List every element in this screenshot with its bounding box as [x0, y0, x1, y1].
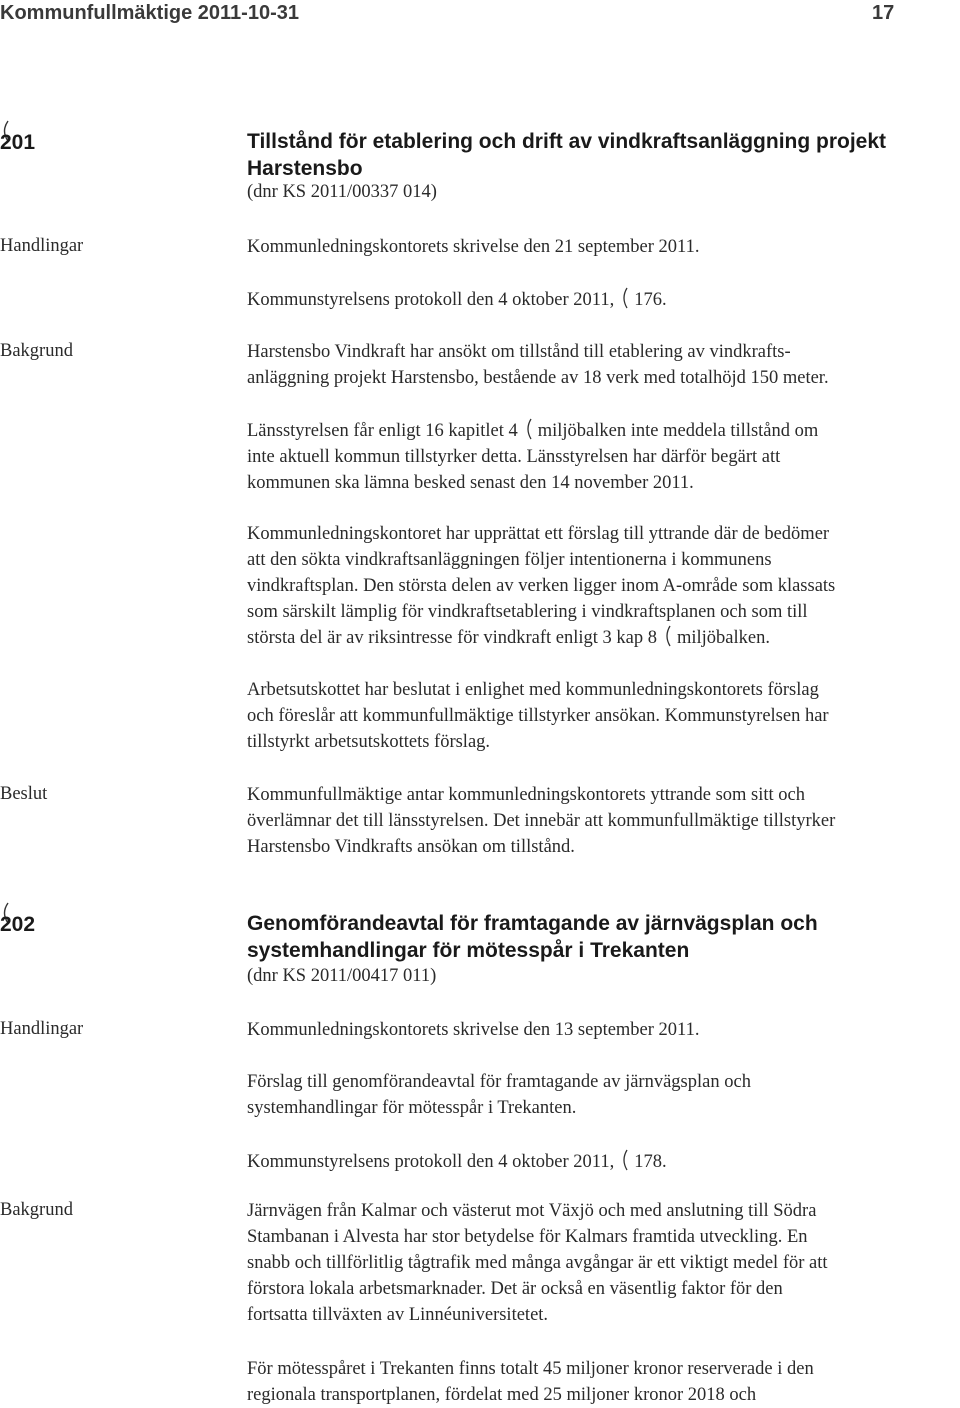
- text-line: Harstensbo Vindkraft har ansökt om tillstånd till etablering av vindkrafts-: [247, 342, 791, 362]
- text-line: vindkraftsplan. Den största delen av verken ligger inom A-område som klassats: [247, 576, 836, 596]
- handlingar-label: Handlingar: [0, 236, 84, 256]
- bakgrund-label: Bakgrund: [0, 341, 73, 361]
- bakgrund-paragraph: [247, 1356, 947, 1408]
- paragraph-section-icon: [663, 625, 671, 647]
- beslut-paragraph: [247, 782, 947, 860]
- text-fragment: miljöbalken inte meddela tillstånd om: [537, 421, 819, 441]
- bakgrund-paragraph: [247, 339, 947, 391]
- text-line: Stambanan i Alvesta har stor betydelse för Kalmars framtida utveckling. En: [247, 1227, 808, 1247]
- paragraph-section-icon: [620, 1149, 628, 1171]
- bakgrund-paragraph: [247, 521, 947, 651]
- text-line: tillstyrkt arbetsutskottets förslag.: [247, 732, 491, 752]
- text-fragment: Kommunstyrelsens protokoll den 4 oktober 2011,: [247, 1152, 615, 1172]
- text-fragment: Länsstyrelsen får enligt 16 kapitlet 4: [247, 421, 518, 441]
- text-fragment: största del är av riksintresse för vindkraft enligt 3 kap 8: [247, 628, 657, 648]
- paragraph-section-icon: [620, 287, 628, 309]
- text-line: regionala transportplanen, fördelat med 25 miljoner kronor 2018 och: [247, 1385, 757, 1405]
- text-line: förstora lokala arbetsmarknader. Det är också en väsentlig faktor för den: [247, 1279, 783, 1299]
- handlingar-item: [247, 234, 947, 260]
- section-number: 202: [0, 913, 36, 936]
- bakgrund-paragraph: [247, 418, 947, 496]
- text-line: och föreslår att kommunfullmäktige tillstyrker ansökan. Kommunstyrelsen har: [247, 706, 829, 726]
- handlingar-item: [247, 287, 947, 313]
- section-title: [247, 910, 947, 964]
- text-fragment: Kommunstyrelsens protokoll den 4 oktober 2011,: [247, 290, 615, 310]
- text-line: För mötesspåret i Trekanten finns totalt 45 miljoner kronor reserverade i den: [247, 1359, 814, 1379]
- handlingar-item: [247, 1149, 947, 1175]
- text-line: snabb och tillförlitlig tågtrafik med många avgångar är ett viktigt medel för att: [247, 1253, 828, 1273]
- text-line: Järnvägen från Kalmar och västerut mot Växjö och med anslutning till Södra: [247, 1201, 817, 1221]
- text-line: som särskilt lämplig för vindkraftsetablering i vindkraftsplanen och som till: [247, 602, 808, 622]
- handlingar-label: Handlingar: [0, 1019, 84, 1039]
- text-line: Kommunfullmäktige antar kommunledningskontorets yttrande som sitt och: [247, 785, 805, 805]
- text-line: [247, 418, 947, 444]
- section-number: 201: [0, 131, 36, 154]
- bakgrund-label: Bakgrund: [0, 1200, 73, 1220]
- text-line: anläggning projekt Harstensbo, bestående av 18 verk med totalhöjd 150 meter.: [247, 368, 829, 388]
- text-line: Kommunledningskontorets skrivelse den 13 september 2011.: [247, 1020, 700, 1040]
- text-line: Kommunledningskontorets skrivelse den 21 september 2011.: [247, 237, 700, 257]
- case-number: (dnr KS 2011/00417 011): [247, 966, 437, 986]
- text-line: Kommunledningskontoret har upprättat ett förslag till yttrande där de bedömer: [247, 524, 830, 544]
- text-line: [247, 625, 947, 651]
- bakgrund-paragraph: [247, 1198, 947, 1328]
- text-line: [247, 287, 947, 313]
- text-fragment: miljöbalken.: [676, 628, 770, 648]
- text-line: [247, 1149, 947, 1175]
- section-title-line: systemhandlingar för mötesspår i Trekanten: [247, 939, 690, 962]
- text-line: överlämnar det till länsstyrelsen. Det innebär att kommunfullmäktige tillstyrker: [247, 811, 836, 831]
- handlingar-item: [247, 1017, 947, 1043]
- handlingar-item: [247, 1069, 947, 1121]
- text-line: kommunen ska lämna besked senast den 14 november 2011.: [247, 473, 694, 493]
- text-line: inte aktuell kommun tillstyrker detta. Länsstyrelsen har därför begärt att: [247, 447, 781, 467]
- text-line: Arbetsutskottet har beslutat i enlighet med kommunledningskontorets förslag: [247, 680, 819, 700]
- text-fragment: 176.: [634, 290, 667, 310]
- page-number: 17: [872, 2, 895, 24]
- text-line: Harstensbo Vindkrafts ansökan om tillstånd.: [247, 837, 575, 857]
- text-line: att den sökta vindkraftsanläggningen följer intentionerna i kommunens: [247, 550, 772, 570]
- beslut-label: Beslut: [0, 784, 48, 804]
- section-title-line: Genomförandeavtal för framtagande av järnvägsplan och: [247, 912, 818, 935]
- text-fragment: 178.: [634, 1152, 667, 1172]
- bakgrund-paragraph: [247, 677, 947, 755]
- section-title-line: Tillstånd för etablering och drift av vindkraftsanläggning projekt: [247, 130, 887, 153]
- page-header: [0, 0, 960, 26]
- text-line: Förslag till genomförandeavtal för framtagande av järnvägsplan och: [247, 1072, 751, 1092]
- paragraph-section-icon: [524, 418, 532, 440]
- text-line: fortsatta tillväxten av Linnéuniversitetet.: [247, 1305, 549, 1325]
- document-title: Kommunfullmäktige 2011-10-31: [0, 2, 299, 24]
- text-line: systemhandlingar för mötesspår i Trekanten.: [247, 1098, 577, 1118]
- case-number: (dnr KS 2011/00337 014): [247, 182, 437, 202]
- section-title: [247, 128, 947, 182]
- section-title-line: Harstensbo: [247, 157, 363, 180]
